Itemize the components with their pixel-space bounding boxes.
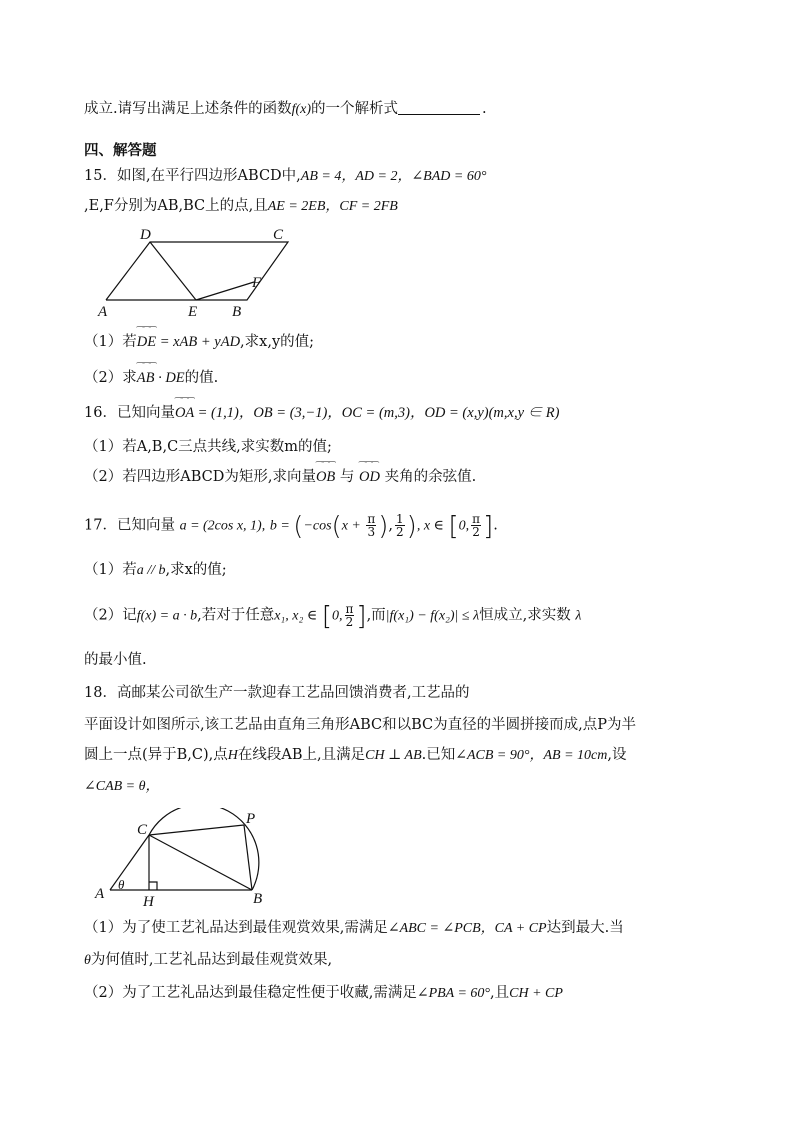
q18-text-3c: .已知 [421, 747, 456, 763]
q15-text-2: ,E,F分别为AB,BC上的点,且 [84, 198, 268, 214]
q18-sub2 [84, 983, 563, 1004]
parallelogram-figure [92, 222, 302, 322]
q17-zero: 0, [458, 518, 470, 534]
q15-line2 [84, 196, 398, 217]
q17-sub1 [84, 560, 227, 581]
q18-line2: 平面设计如图所示,该工艺品由直角三角形ABC和以BC为直径的半圆拼接而成,点P为半 [84, 717, 636, 733]
q18-theta: θ [84, 953, 91, 968]
q17-paren-open-2: ( [331, 511, 342, 542]
q18-line4 [84, 776, 160, 797]
q17-one: 1 [396, 512, 404, 526]
q17-paren-close: ) [406, 511, 417, 542]
q17-cos: −cos [303, 518, 332, 534]
q17-frac-half [395, 513, 405, 538]
q17-paren-open: ( [293, 511, 304, 542]
intro-line [84, 99, 487, 120]
q17-sub2-tail: 恒成立,求实数 [479, 607, 571, 624]
q17-sub1-label: （1）若 [84, 562, 137, 578]
q15-line1 [84, 166, 486, 187]
fig15-label-d: D [140, 227, 151, 243]
q17-number: 17． [84, 517, 117, 534]
q17-three: 3 [367, 525, 376, 539]
q17-x-plus: x + [341, 518, 365, 534]
q18-math-2: ∠ACB = 90°，AB = 10cm [455, 748, 608, 763]
q17-sub2-two: 2 [345, 615, 354, 629]
fig15-label-f: F [252, 275, 262, 291]
q18-sub1-text: （1）为了使工艺礼品达到最佳观赏效果,需满足 [84, 920, 388, 936]
q17-lambda: λ [575, 608, 582, 624]
q17-frac-pi3 [366, 513, 376, 538]
q15-sub1-tail: ,求x,y的值; [240, 334, 315, 350]
q18-sub1-line2 [84, 950, 332, 971]
q18-sub1 [84, 918, 624, 939]
q17-sub2-mid: ,若对于任意 [197, 607, 275, 624]
fig18-label-c: C [137, 822, 148, 838]
q15-sub2-math: ⁀⁀⁀ AB · DE [137, 368, 185, 388]
q17-sub2-pi: π [345, 602, 354, 616]
q15-sub1 [84, 332, 314, 352]
q18-sub2-math-2: CH + CP [509, 986, 563, 1001]
q15-sub1-math: ⁀⁀⁀ DE = xAB + yAD [137, 332, 240, 352]
q17-vec-b: b = [269, 518, 294, 534]
q16-text: 已知向量 [116, 405, 175, 421]
q16-number: 16． [84, 405, 117, 421]
q18-number: 18． [84, 685, 117, 701]
intro-text: 成立.请写出满足上述条件的函数 [84, 101, 292, 117]
q16-sub2-text: （2）若四边形ABCD为矩形,求向量 [84, 469, 316, 485]
q16-sub1: （1）若A,B,C三点共线,求实数m的值; [84, 439, 332, 455]
q17-sub2-label: （2）记 [84, 607, 137, 624]
fig18-label-h: H [143, 894, 154, 908]
q17-line1: 17．已知向量 a = (2cos x, 1), b = (−cos(x + $\frac{\pi}{3}$ ), $\frac{1}{2}$ ), x ∈ [0, $\frac{\pi}{2}$ ]. [84, 511, 498, 542]
q15-text: 如图,在平行四边形ABCD中, [116, 168, 301, 184]
triangle-semicircle-figure [92, 808, 282, 908]
q17-sub2-mid2: ,而 [366, 607, 386, 624]
q16-vec-ob: ⁀⁀⁀ OB [316, 467, 335, 487]
q17-sub2-frac [345, 603, 355, 628]
q17-bracket-open: [ [448, 511, 459, 542]
q18-math-1: CH ⊥ AB [365, 748, 422, 763]
fig18-label-theta: θ [118, 877, 125, 892]
q16-line1 [84, 403, 559, 423]
q18-line3 [84, 745, 626, 766]
fig18-label-b: B [253, 891, 263, 907]
q16-sub2-and: 与 [339, 469, 355, 485]
q18-sub2-and: ,且 [490, 985, 510, 1001]
q16-sub2-tail: 夹角的余弦值. [384, 469, 477, 485]
q16-math: ⁀⁀⁀ OA = (1,1)，OB = (3,−1)，OC = (m,3)，OD = (x,y)(m,x,y ∈ R) [175, 403, 559, 423]
q17-sub2-zero: 0, [332, 608, 343, 624]
fig18-label-p: P [246, 811, 256, 827]
q17-pi: π [367, 512, 376, 526]
q17-sub2-bracket-close: ] [356, 601, 367, 632]
q17-sub2-line2: 的最小值. [84, 652, 147, 668]
q18-line1 [84, 683, 470, 703]
q17-sub2-bracket-open: [ [321, 601, 333, 632]
q17-vec-a: a = (2cos x, 1), [179, 518, 266, 534]
q18-sub1-math: ∠ABC = ∠PCB，CA + CP [387, 921, 547, 936]
fig15-label-c: C [273, 227, 284, 243]
q18-h: H [227, 748, 238, 763]
q17-sub1-tail: ,求x的值; [165, 562, 227, 578]
q17-sub2-math: f(x) = a · b [136, 608, 198, 624]
q16-vec-od: ⁀⁀⁀ OD [359, 467, 380, 487]
intro-text-2: 的一个解析式 [311, 101, 399, 117]
intro-math: f(x) [291, 102, 312, 117]
q17-sub2-x: x₁, x₂ ∈ [274, 608, 318, 624]
fig15-label-b: B [232, 304, 242, 320]
q18-text-3b: 在线段AB上,且满足 [237, 747, 366, 763]
answer-blank [398, 100, 480, 115]
q17-bracket-close: ] [483, 511, 494, 542]
q15-math-2: AE = 2EB，CF = 2FB [267, 199, 398, 214]
fig18-label-a: A [95, 886, 105, 902]
fig15-label-e: E [188, 304, 198, 320]
q18-sub1-tail: 达到最大.当 [546, 920, 624, 936]
q18-text-3a: 圆上一点(异于B,C),点 [84, 747, 228, 763]
q17-two-2: 2 [472, 525, 480, 539]
q17-frac-pi2 [471, 513, 481, 538]
q17-sub2-abs: |f(x₁) − f(x₂)| ≤ λ [385, 608, 480, 624]
section-title: 四、解答题 [84, 143, 157, 159]
q17-x-in: , x ∈ [416, 518, 444, 534]
q18-sub1-text-2: 为何值时,工艺礼品达到最佳观赏效果, [90, 952, 333, 968]
q17-paren-close-2: ) [378, 511, 389, 542]
q18-text-3d: ,设 [607, 747, 627, 763]
q17-sub2 [84, 601, 582, 632]
q17-pi-2: π [472, 512, 481, 526]
q15-sub2-tail: 的值. [184, 370, 219, 386]
q17-text: 已知向量 [116, 517, 175, 534]
q15-sub1-label: （1）若 [84, 334, 137, 350]
q15-sub2-label: （2）求 [84, 370, 137, 386]
q15-number: 15． [84, 168, 117, 184]
q16-sub2 [84, 467, 476, 487]
q15-math: AB = 4，AD = 2，∠BAD = 60° [300, 169, 487, 184]
q18-text-1: 高邮某公司欲生产一款迎春工艺品回馈消费者,工艺品的 [116, 685, 470, 701]
q18-math-angle: ∠CAB = θ， [84, 779, 160, 794]
q18-sub2-math: ∠PBA = 60° [416, 986, 491, 1001]
q15-sub2 [84, 368, 218, 388]
q18-sub2-text: （2）为了工艺礼品达到最佳稳定性便于收藏,需满足 [84, 985, 417, 1001]
q17-sub1-math: a // b [136, 563, 166, 578]
fig15-label-a: A [98, 304, 108, 320]
intro-end: . [482, 101, 487, 117]
q17-two: 2 [396, 525, 404, 539]
